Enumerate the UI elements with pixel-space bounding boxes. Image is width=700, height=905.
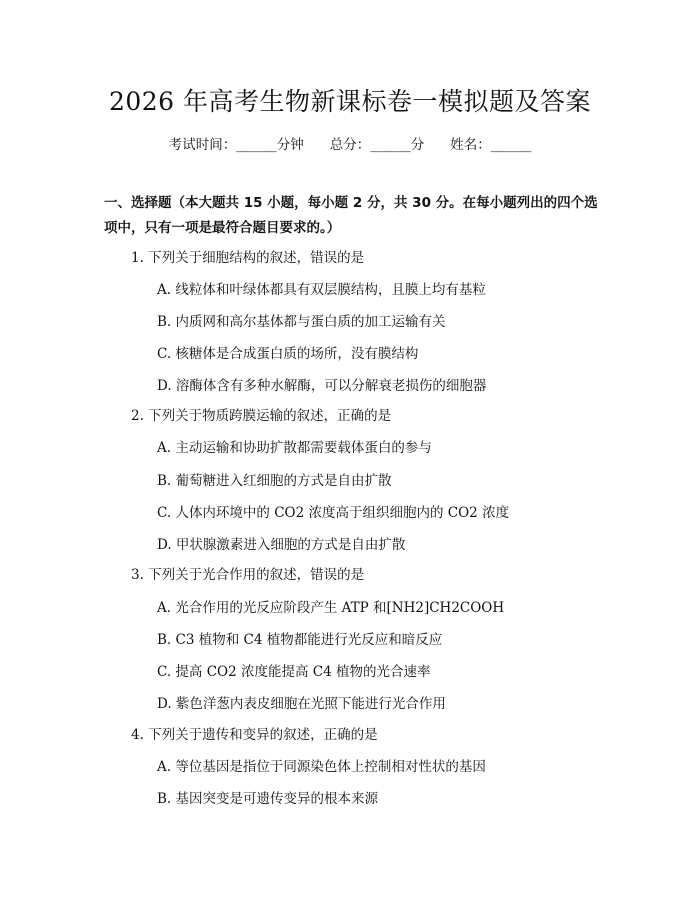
question-3-option-c: C. 提高 CO2 浓度能提高 C4 植物的光合速率 — [157, 664, 431, 680]
section-heading-line-1: 一、选择题（本大题共 15 小题，每小题 2 分，共 30 分。在每小题列出的四个选 — [104, 195, 598, 211]
question-4-option-b: B. 基因突变是可遗传变异的根本来源 — [157, 791, 379, 807]
question-3-option-a: A. 光合作用的光反应阶段产生 ATP 和[NH2]CH2COOH — [157, 600, 505, 616]
student-name-field: 姓名：______ — [450, 137, 532, 153]
question-2-option-b: B. 葡萄糖进入红细胞的方式是自由扩散 — [157, 473, 392, 489]
question-4-option-a: A. 等位基因是指位于同源染色体上控制相对性状的基因 — [157, 759, 486, 775]
question-3-option-d: D. 紫色洋葱内表皮细胞在光照下能进行光合作用 — [157, 696, 446, 712]
total-score-field: 总分：______分 — [329, 137, 425, 153]
question-3-stem: 3. 下列关于光合作用的叙述，错误的是 — [131, 567, 365, 583]
section-heading-line-2: 项中，只有一项是最符合题目要求的。） — [104, 220, 341, 236]
question-2-option-c: C. 人体内环境中的 CO2 浓度高于组织细胞内的 CO2 浓度 — [157, 505, 510, 521]
question-2-option-d: D. 甲状腺激素进入细胞的方式是自由扩散 — [157, 537, 406, 553]
page-title: 2026 年高考生物新课标卷一模拟题及答案 — [108, 87, 592, 116]
question-1-option-b: B. 内质网和高尔基体都与蛋白质的加工运输有关 — [157, 314, 446, 330]
question-2-option-a: A. 主动运输和协助扩散都需要载体蛋白的参与 — [157, 440, 432, 456]
question-1-option-a: A. 线粒体和叶绿体都具有双层膜结构，且膜上均有基粒 — [157, 282, 486, 298]
question-2-stem: 2. 下列关于物质跨膜运输的叙述，正确的是 — [131, 408, 392, 424]
question-3-option-b: B. C3 植物和 C4 植物都能进行光反应和暗反应 — [157, 632, 443, 648]
section-heading — [104, 191, 604, 241]
exam-info-line — [0, 133, 700, 153]
question-1-option-c: C. 核糖体是合成蛋白质的场所，没有膜结构 — [157, 346, 419, 362]
question-1-stem: 1. 下列关于细胞结构的叙述，错误的是 — [131, 250, 365, 266]
question-1-option-d: D. 溶酶体含有多种水解酶，可以分解衰老损伤的细胞器 — [157, 378, 487, 394]
question-4-stem: 4. 下列关于遗传和变异的叙述，正确的是 — [131, 727, 378, 743]
exam-time-field: 考试时间：______分钟 — [168, 137, 304, 153]
